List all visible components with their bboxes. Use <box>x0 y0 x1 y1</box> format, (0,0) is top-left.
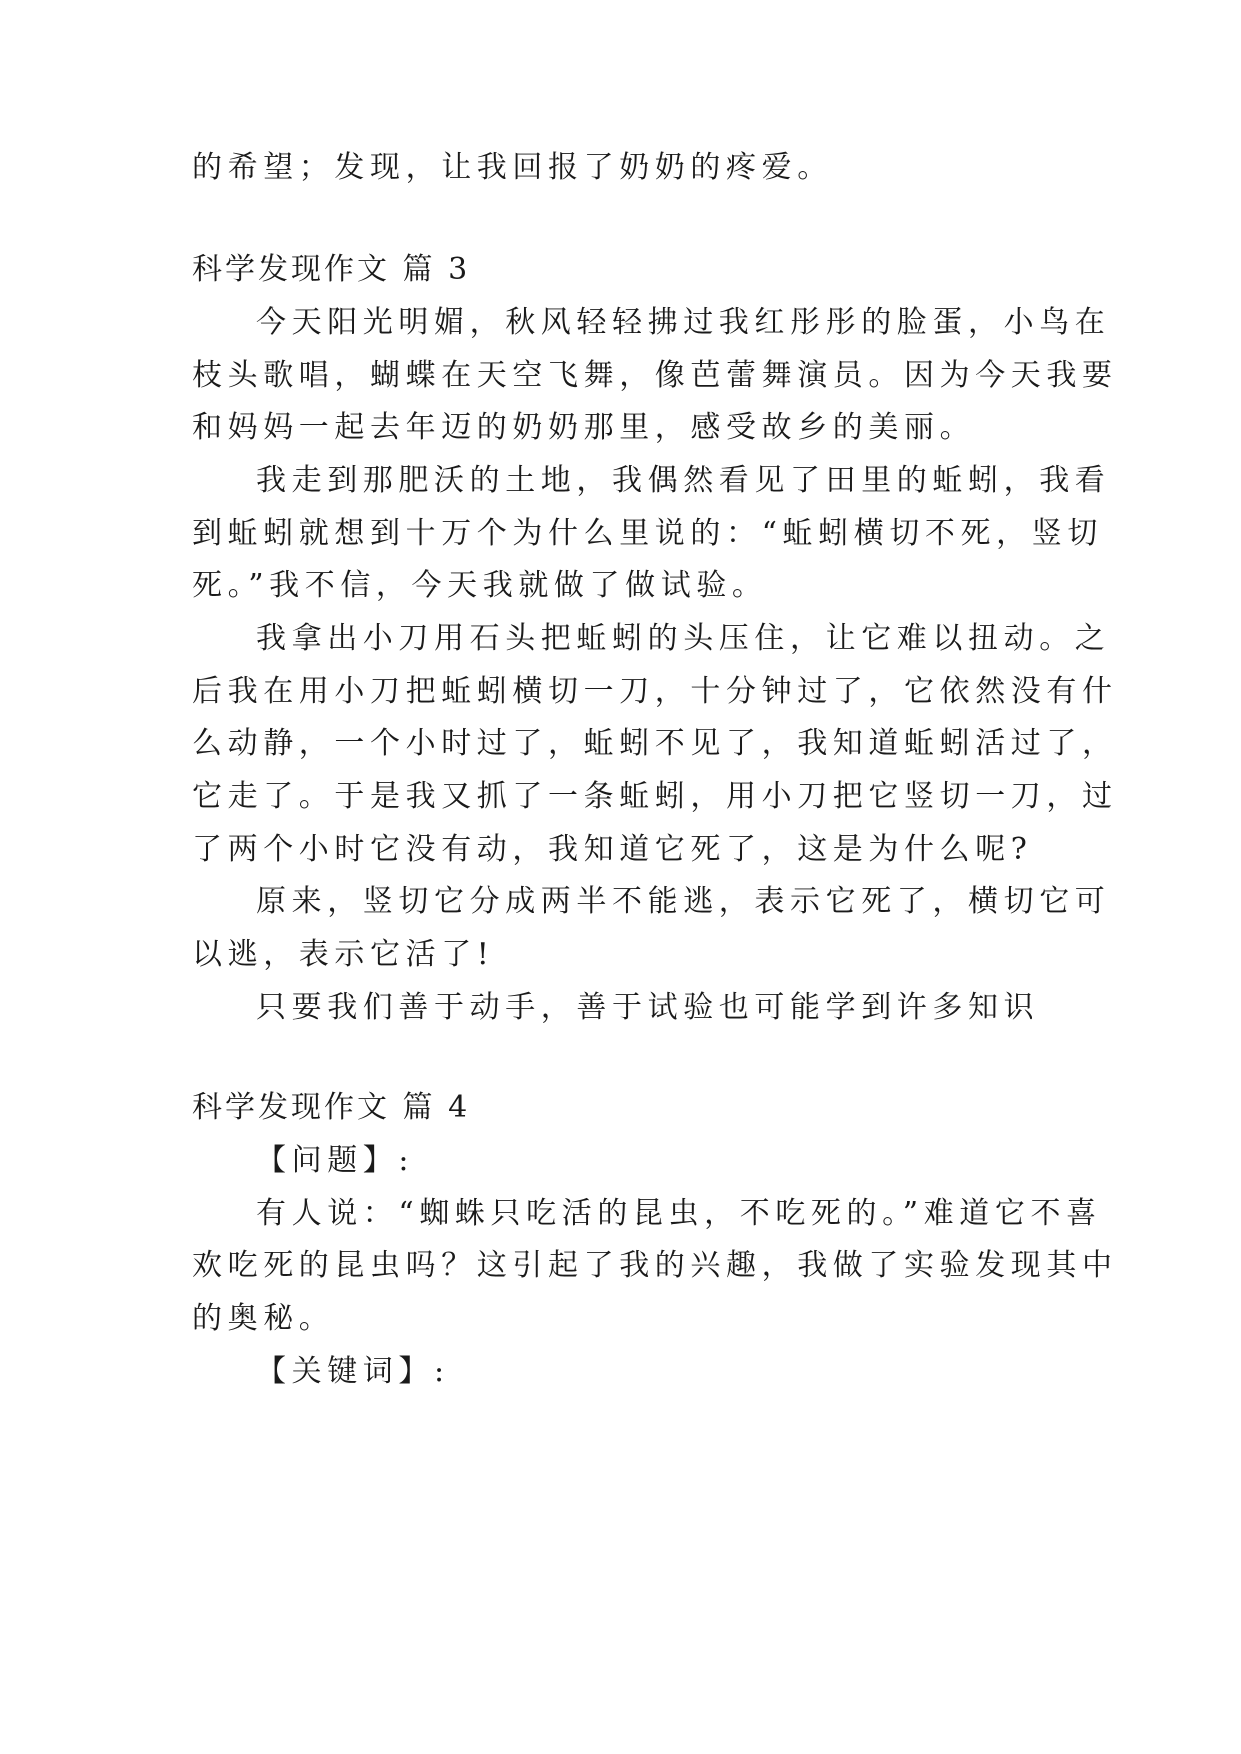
paragraph-line: 只要我们善于动手，善于试验也可能学到许多知识 <box>256 990 1040 1025</box>
paragraph-line: 【问题】: <box>256 1143 415 1178</box>
paragraph-line: 么动静，一个小时过了，蚯蚓不见了，我知道蚯蚓活过了， <box>192 726 1118 761</box>
paragraph-line: 的奥秘。 <box>192 1301 335 1336</box>
paragraph-line: 欢吃死的昆虫吗？这引起了我的兴趣，我做了实验发现其中 <box>192 1248 1118 1283</box>
paragraph-line: 我拿出小刀用石头把蚯蚓的头压住，让它难以扭动。之 <box>256 621 1111 656</box>
paragraph-line: 有人说：“蜘蛛只吃活的昆虫，不吃死的。”难道它不喜 <box>256 1196 1102 1231</box>
paragraph-line: 我走到那肥沃的土地，我偶然看见了田里的蚯蚓，我看 <box>256 463 1111 498</box>
paragraph-line: 了两个小时它没有动，我知道它死了，这是为什么呢? <box>192 832 1033 867</box>
paragraph-line: 到蚯蚓就想到十万个为什么里说的：“蚯蚓横切不死，竖切 <box>192 516 1103 551</box>
paragraph-line: 它走了。于是我又抓了一条蚯蚓，用小刀把它竖切一刀，过 <box>192 779 1118 814</box>
paragraph-line: 今天阳光明媚，秋风轻轻拂过我红彤彤的脸蛋，小鸟在 <box>256 305 1111 340</box>
paragraph-line: 原来，竖切它分成两半不能逃，表示它死了，横切它可 <box>256 884 1111 919</box>
paragraph-line: 【关键词】: <box>256 1354 450 1389</box>
section-4-title: 科学发现作文 篇 4 <box>192 1090 471 1125</box>
paragraph-line: 后我在用小刀把蚯蚓横切一刀，十分钟过了，它依然没有什 <box>192 674 1118 709</box>
paragraph-line: 以逃，表示它活了! <box>192 937 495 972</box>
paragraph-line: 枝头歌唱，蝴蝶在天空飞舞，像芭蕾舞演员。因为今天我要 <box>192 358 1118 393</box>
section-3-title: 科学发现作文 篇 3 <box>192 252 471 287</box>
paragraph-line: 死。”我不信，今天我就做了做试验。 <box>192 568 768 603</box>
paragraph-line: 和妈妈一起去年迈的奶奶那里，感受故乡的美丽。 <box>192 410 976 445</box>
continued-paragraph-line: 的希望；发现，让我回报了奶奶的疼爱。 <box>192 150 833 185</box>
